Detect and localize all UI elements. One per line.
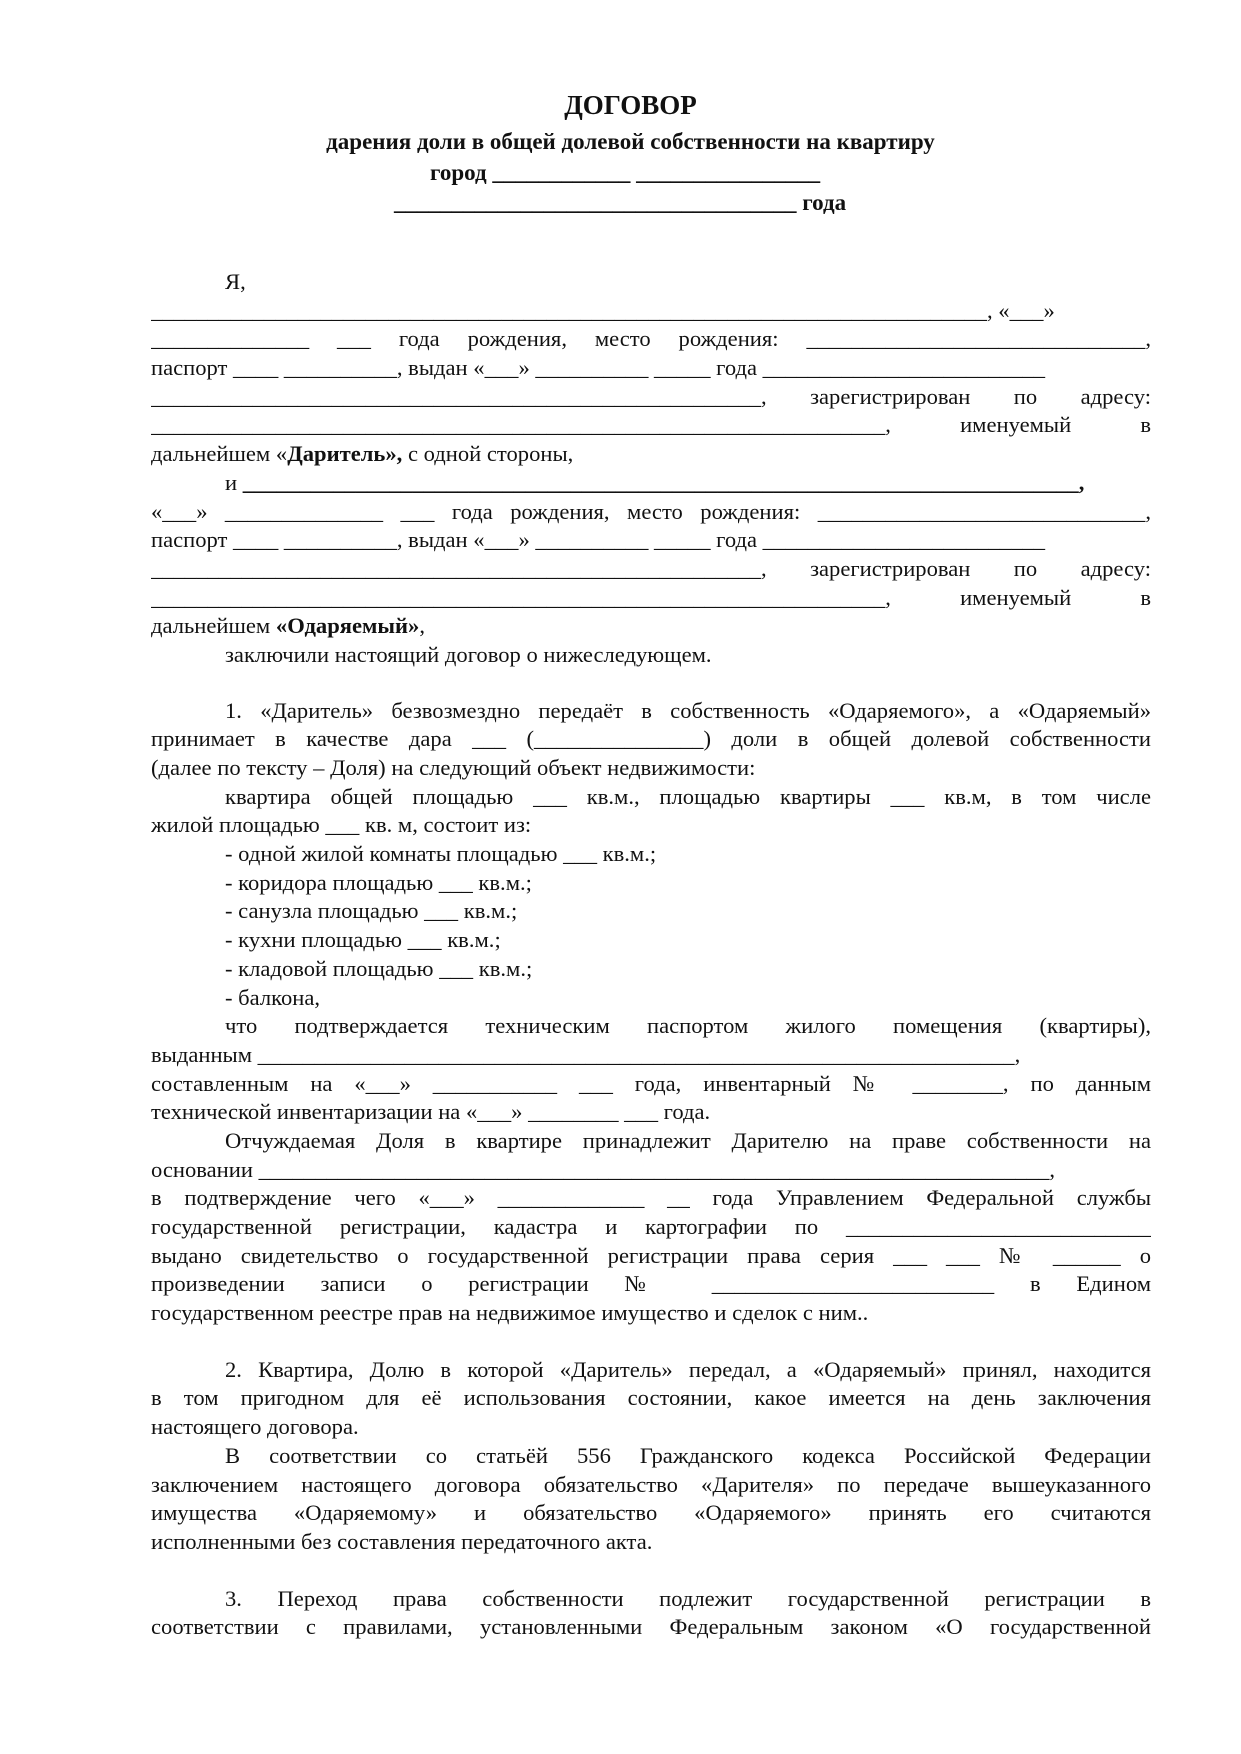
text-line: паспорт ____ __________, выдан «___» __________ _____ года _________________________ [151, 355, 1046, 381]
text-line: - санузла площадью ___ кв.м.; [225, 898, 518, 924]
text-line: В соответствии со статьёй 556 Гражданского кодекса Российской Федерации [225, 1442, 1151, 1468]
text-line: __________________________________________________________________________, «___» [151, 297, 1055, 323]
text-line [151, 612, 1151, 641]
text-line: технической инвентаризации на «___» ________ ___ года. [151, 1099, 711, 1125]
text-line: настоящего договора. [151, 1414, 359, 1440]
text-line: что подтверждается техническим паспортом жилого помещения (квартиры), [225, 1013, 1151, 1039]
text-line: государственном реестре прав на недвижимое имущество и сделок с ним.. [151, 1300, 869, 1326]
text-line: составленным на «___» ___________ ___ года, инвентарный № ________, по данным [151, 1070, 1151, 1096]
text-line: - балкона, [225, 984, 321, 1010]
text-line: (далее по тексту – Доля) на следующий объект недвижимости: [151, 755, 756, 780]
text-line: имущества «Одаряемому» и обязательство «Одаряемого» принять его считаются [151, 1500, 1151, 1526]
text-line: исполненными без составления передаточного акта. [151, 1528, 653, 1554]
text-line: 3. Переход права собственности подлежит государственной регистрации в [225, 1585, 1151, 1611]
text-line: - кладовой площадью ___ кв.м.; [225, 955, 533, 981]
document-subtitle: дарения доли в общей долевой собственности на квартиру [326, 129, 935, 154]
text-line: Я, [225, 269, 246, 294]
text-line: 1. «Даритель» безвозмездно передаёт в собственность «Одаряемого», а «Одаряемый» [225, 697, 1151, 723]
text-line: паспорт ____ __________, выдан «___» __________ _____ года _________________________ [151, 527, 1046, 553]
text-line: - одной жилой комнаты площадью ___ кв.м.; [225, 841, 657, 867]
text-line [151, 440, 1151, 469]
text-line: произведении записи о регистрации № _________________________ в Едином [151, 1271, 1151, 1297]
document-title: ДОГОВОР [564, 90, 697, 120]
text-fragment: дальнейшем « [151, 441, 288, 467]
spacer [151, 670, 1151, 697]
text-line: соответствии с правилами, установленными Федеральным законом «О государственной [151, 1614, 1151, 1640]
text-line: выданным ___________________________________________________________________, [151, 1041, 1021, 1067]
donor-term: Даритель», [287, 441, 403, 467]
text-line: в подтверждение чего «___» _____________ __ года Управлением Федеральной службы [151, 1185, 1151, 1211]
text-line: квартира общей площадью ___ кв.м., площадью квартиры ___ кв.м, в том числе [225, 783, 1151, 809]
text-line: принимает в качестве дара ___ (_______________) доли в общей долевой собственности [151, 726, 1151, 752]
text-line: _________________________________________________________________, именуемый в [151, 412, 1151, 438]
text-line: _________________________________________________________________, именуемый в [151, 584, 1151, 610]
text-line: «___» ______________ ___ года рождения, место рождения: _____________________________, [151, 498, 1151, 524]
text-line: заключили настоящий договор о нижеследующем. [225, 641, 712, 667]
document-body [151, 268, 1151, 1642]
text-fragment: с одной стороны, [402, 441, 574, 467]
text-line: государственной регистрации, кадастра и картографии по ___________________________ [151, 1214, 1151, 1239]
text-line [151, 469, 1151, 498]
text-line: - коридора площадью ___ кв.м.; [225, 869, 532, 895]
text-line: ______________________________________________________, зарегистрирован по адресу: [151, 383, 1151, 409]
text-line: жилой площадью ___ кв. м, состоит из: [151, 812, 532, 838]
text-fragment: и [225, 469, 243, 495]
text-fragment: __________________________________________________________________________, [242, 469, 1085, 495]
text-fragment: дальнейшем [151, 613, 276, 639]
text-line: основании ______________________________________________________________________, [151, 1156, 1056, 1182]
date-line: ___________________________________ года [394, 190, 847, 215]
spacer [151, 1328, 1151, 1356]
spacer [151, 1557, 1151, 1585]
text-fragment: , [419, 613, 426, 639]
text-line: выдано свидетельство о государственной регистрации права серия ___ ___ № ______ о [151, 1242, 1151, 1268]
text-line: 2. Квартира, Долю в которой «Даритель» передал, а «Одаряемый» принял, находится [225, 1356, 1151, 1382]
text-line: в том пригодном для её использования состоянии, какое имеется на день заключения [151, 1385, 1151, 1411]
donee-term: «Одаряемый» [275, 613, 420, 639]
city-line: город ____________ ________________ [430, 160, 821, 185]
text-line: заключением настоящего договора обязательство «Дарителя» по передаче вышеуказанного [151, 1471, 1151, 1497]
text-line: Отчуждаемая Доля в квартире принадлежит Дарителю на праве собственности на [225, 1127, 1151, 1153]
text-line: - кухни площадью ___ кв.м.; [225, 927, 501, 953]
text-line: ______________________________________________________, зарегистрирован по адресу: [151, 555, 1151, 581]
text-line: ______________ ___ года рождения, место рождения: ______________________________, [151, 326, 1151, 352]
